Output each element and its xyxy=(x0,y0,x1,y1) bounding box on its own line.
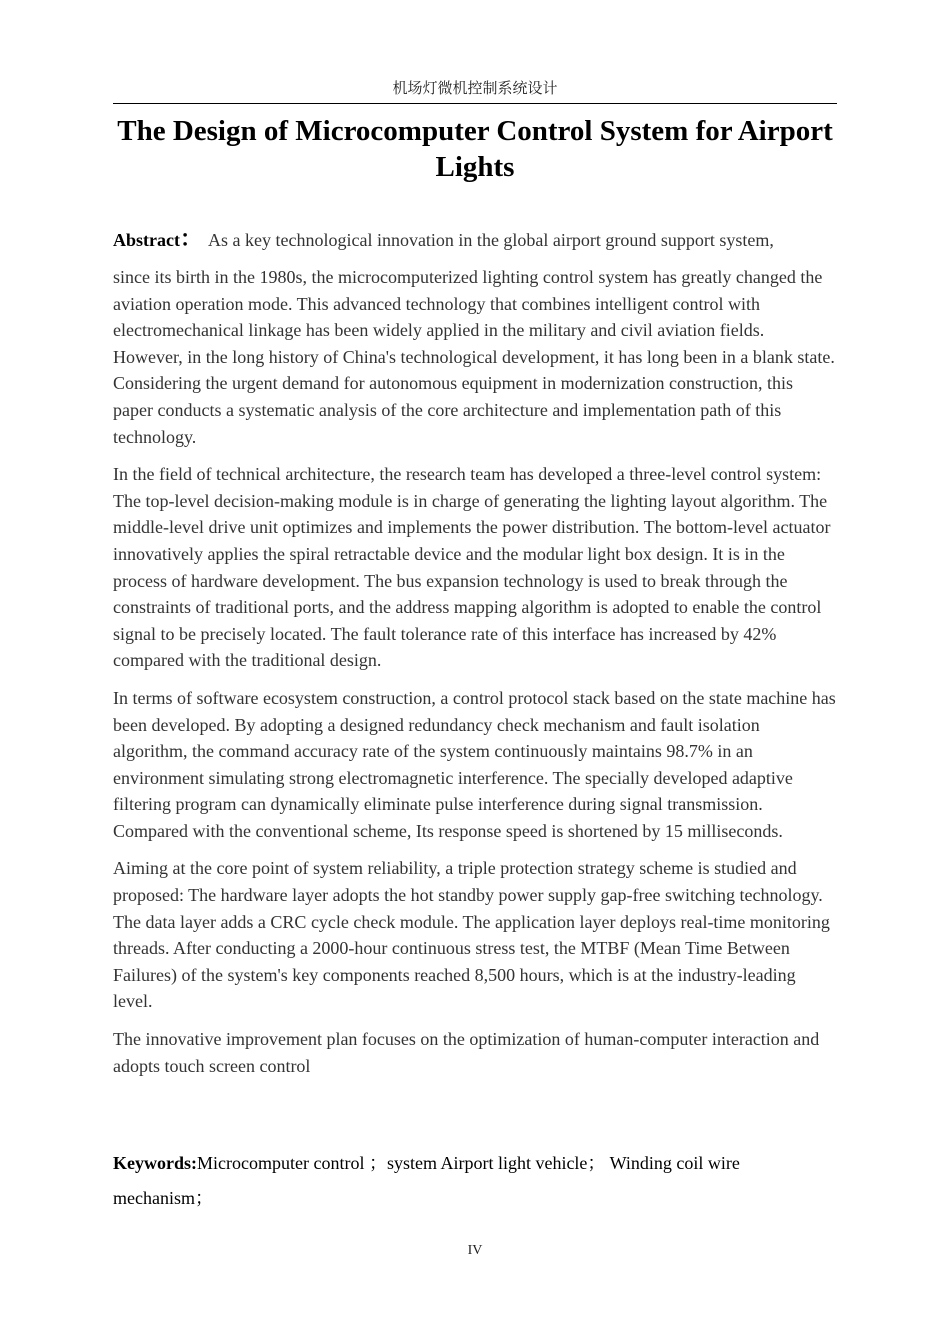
keywords-label: Keywords: xyxy=(113,1153,197,1173)
page-number: IV xyxy=(467,1243,483,1258)
document-title: The Design of Microcomputer Control System for Airport Lights xyxy=(117,115,833,183)
abstract-colon: ： xyxy=(179,226,202,251)
abstract-first-line xyxy=(113,226,837,253)
abstract-paragraph: Aiming at the core point of system reliability, a triple protection strategy scheme is studied and proposed: The hardware layer adopts the hot standby power supply gap-free switching technology. The data layer adds a CRC cycle check module. The application layer deploys real-time monitoring threads. After conducting a 2000-hour continuous stress test, the MTBF (Mean Time Between Failures) of the system's key components reached 8,500 hours, which is at the industry-leading level. xyxy=(113,858,830,1012)
abstract-body xyxy=(113,264,837,1090)
abstract-opening-text: As a key technological innovation in the global airport ground support system, xyxy=(208,230,774,250)
keywords-section xyxy=(113,1146,837,1216)
abstract-paragraph: In terms of software ecosystem construction, a control protocol stack based on the state machine has been developed. By adopting a designed redundancy check mechanism and fault isolation algorithm, the command accuracy rate of the system continuously maintains 98.7% in an environment simulating strong electromagnetic interference. The specially developed adaptive filtering program can dynamically eliminate pulse interference during signal transmission. Compared with the conventional scheme, Its response speed is shortened by 15 milliseconds. xyxy=(113,687,836,841)
abstract-paragraph: The innovative improvement plan focuses on the optimization of human-computer interaction and adopts touch screen control xyxy=(113,1029,820,1076)
abstract-label: Abstract xyxy=(113,230,180,250)
keywords-text: Microcomputer control ；system Airport light vehicle； Winding coil wire mechanism； xyxy=(113,1153,740,1208)
running-header: 机场灯微机控制系统设计 xyxy=(392,81,558,97)
header-divider xyxy=(113,103,837,104)
abstract-paragraph: since its birth in the 1980s, the microcomputerized lighting control system has greatly changed the aviation operation mode. This advanced technology that combines intelligent control with electromechanical linkage has been widely applied in the military and civil aviation fields. However, in the long history of China's technological development, it has long been in a blank state. Considering the urgent demand for autonomous equipment in modernization construction, this paper conducts a systematic analysis of the core architecture and implementation path of this technology. xyxy=(113,267,835,447)
abstract-paragraph: In the field of technical architecture, the research team has developed a three-level control system: The top-level decision-making module is in charge of generating the lighting layout algorithm. The middle-level drive unit optimizes and implements the power distribution. The bottom-level actuator innovatively applies the spiral retractable device and the modular light box design. It is in the process of hardware development. The bus expansion technology is used to break through the constraints of traditional ports, and the address mapping algorithm is adopted to enable the control signal to be precisely located. The fault tolerance rate of this interface has increased by 42% compared with the traditional design. xyxy=(113,464,831,671)
